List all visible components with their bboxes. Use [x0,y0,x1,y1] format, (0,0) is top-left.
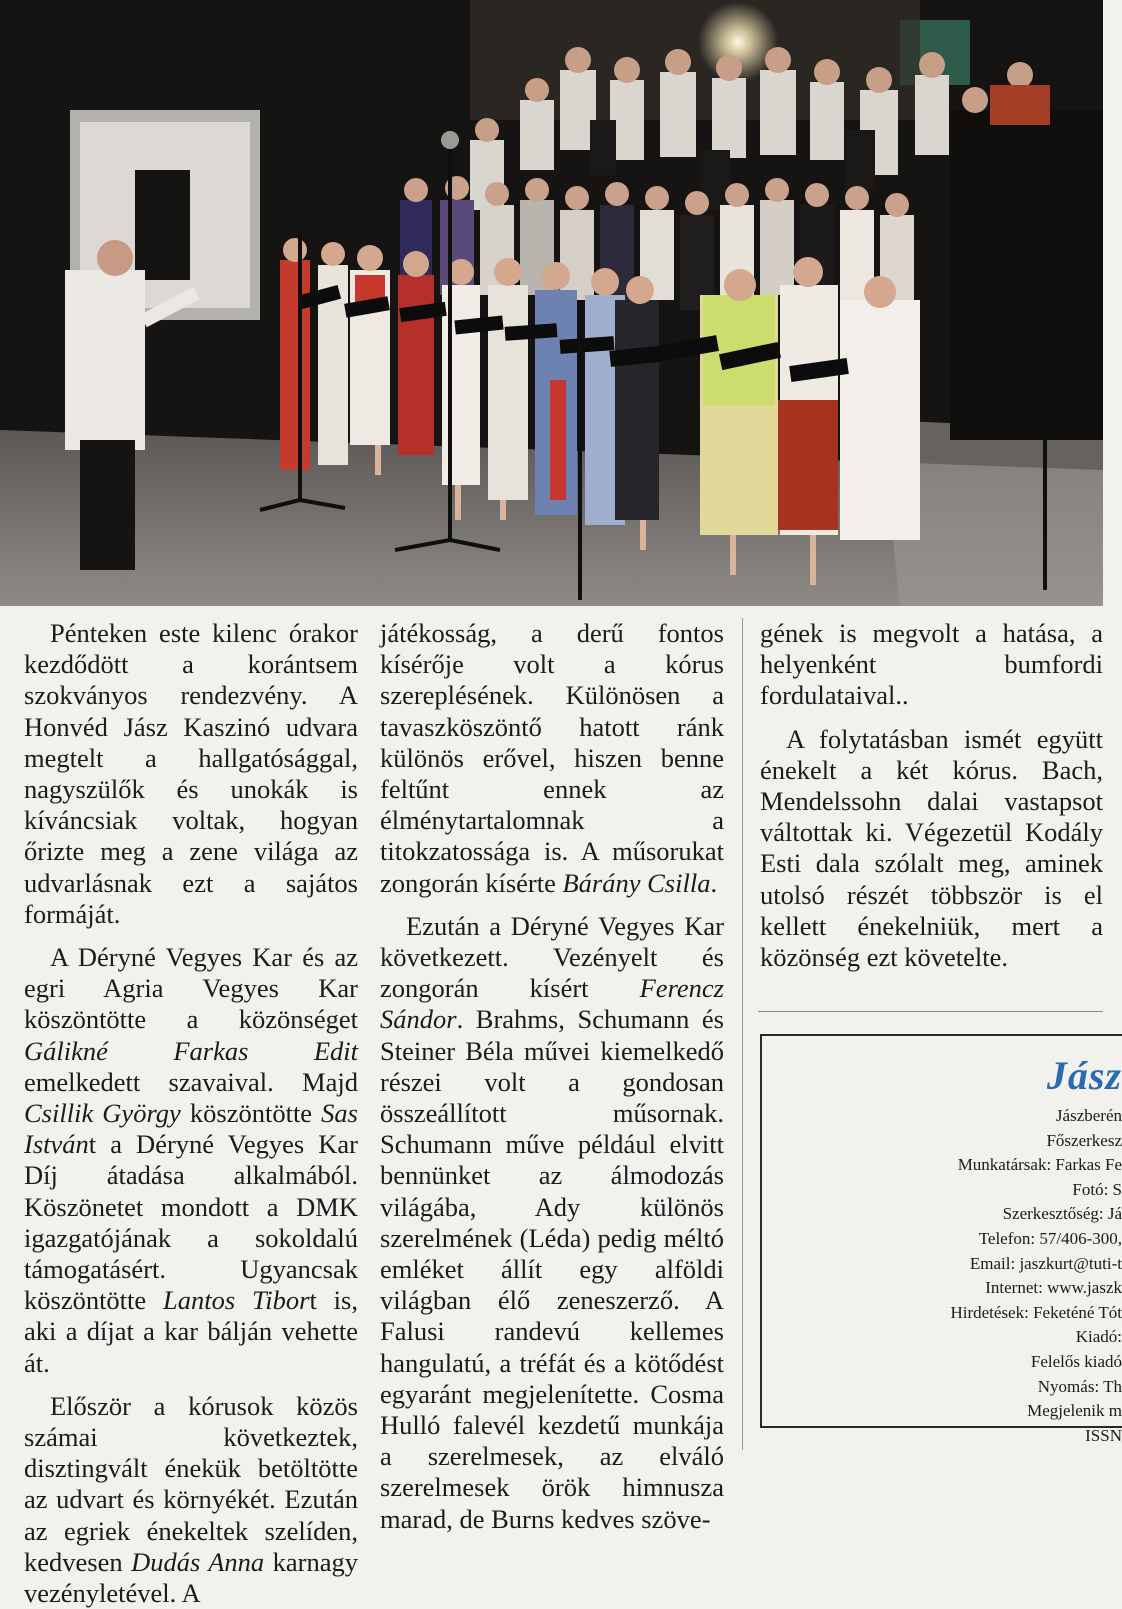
impressum-lines [762,1104,1122,1448]
article-paragraph [380,618,724,899]
impressum-line: Internet: www.jaszk [985,1278,1122,1298]
article-paragraph [24,1391,358,1609]
text-run: Pénteken este kilenc órakor kezdődött a korántsem szokványos rendezvény. A Honvéd Jász Kaszinó udvara megtelt a hallgatósággal, nagyszülők és unokák is kíváncsiak voltak, hogyan őrizte meg a zene világa az udvarlásnak ezt a sajátos formáját. [24,618,358,929]
article-column-2 [380,618,724,1535]
person-name: Ferencz Sándor [380,973,724,1035]
text-run: t a Déryné Vegyes Kar Díj átadása alkalmából. Köszönetet mondott a DMK igazgatójának a sokoldalú támogatásért. Ugyancsak köszöntötte [24,1129,358,1316]
section-divider [758,1011,1103,1012]
article-paragraph [760,618,1103,712]
text-run: köszöntötte [180,1098,322,1129]
text-run: . [710,867,718,898]
article-paragraph [380,911,724,1535]
person-name: Sas István [24,1098,358,1160]
impressum-line: Nyomás: Th [1037,1376,1122,1396]
text-run: karnagy vezényletével. A [24,1546,358,1609]
text-run: emelkedett szavaival. Majd [24,1066,358,1097]
article-paragraph [24,618,358,930]
article-column-3 [760,618,1103,973]
article-paragraph [760,724,1103,974]
person-name: Bárány Csilla [562,867,711,898]
text-run: t is, aki a díjat a kar bálján vehette át. [24,1285,358,1378]
choir-photo [0,0,1103,606]
impressum-line: Munkatársak: Farkas Fe [957,1155,1122,1175]
impressum-line: Fotó: S [1072,1179,1122,1199]
impressum-line: Szerkesztőség: Já [1002,1204,1122,1224]
impressum-line: Felelős kiadó [1030,1351,1122,1371]
impressum-line: Hirdetések: Feketéné Tót [950,1302,1122,1322]
person-name: Dudás Anna [131,1546,265,1577]
impressum-line: Jászberén [1055,1106,1122,1125]
text-run: Ezután a Déryné Vegyes Kar következett. Vezényelt és zongorán kísért [380,910,724,1004]
impressum-line: Telefon: 57/406-300, [978,1228,1122,1248]
text-run: . Brahms, Schumann és Steiner Béla művei kiemelkedő részei volt a gondosan összeállított műsornak. Schumann műve például elvitt bennünket az álmodozás világába, Ady különös szerelmének (Léda) pedig méltó emléket állít egy alföldi világban élő zeneszerző. A Falusi randevú kellemes hangulatú, a tréfát és a kötődést egyaránt megjelenítette. Cosma Hulló falevél kezdetű munkája a szerelmesek, az elváló szerelmesek örök himnusza marad, de Burns kedves szöve- [380,1004,724,1534]
impressum-line: ISSN [1085,1425,1122,1445]
impressum-line: Email: jaszkurt@tuti-t [969,1253,1122,1273]
text-run: játékosság, a derű fontos kísérője volt a kórus szereplésének. Különösen a tavaszköszöntő hatott ránk különös erővel, hiszen benne feltűnt ennek az élménytartalomnak a titokzatossága is. A műsorukat zongorán kísérte [380,618,724,898]
impressum-line: Kiadó: [1075,1327,1122,1347]
article-paragraph [24,942,358,1379]
text-run: gének is megvolt a hatása, a helyenként bumfordi fordulataival.. [760,618,1103,711]
text-run: Először a kórusok közös számai következtek, disztingvált énekük betöltötte az udvart és környékét. Ezután az egriek énekeltek szelíden, kedvesen [24,1390,358,1577]
article-column-1 [24,618,358,1609]
person-name: Lantos Tibor [163,1285,310,1316]
column-divider [742,618,743,1450]
choir-photo-icon [0,0,1103,606]
impressum-line: Megjelenik m [1027,1401,1122,1421]
person-name: Csillik György [24,1098,181,1129]
impressum-box [760,1034,1122,1445]
text-run: A folytatásban ismét együtt énekelt a két kórus. Bach, Mendelssohn dalai vastapsot váltottak ki. Végezetül Kodály Esti dala szólalt meg, aminek utolsó részét többször is el kellett énekelniük, mert a közönség ezt követelte. [760,723,1103,973]
impressum-line: Főszerkesz [1046,1130,1122,1150]
impressum-title: Jász [1046,1053,1122,1098]
text-run: A Déryné Vegyes Kar és az egri Agria Vegyes Kar köszöntötte a közönséget [24,942,358,1035]
person-name: Gálikné Farkas Edit [24,1035,358,1066]
